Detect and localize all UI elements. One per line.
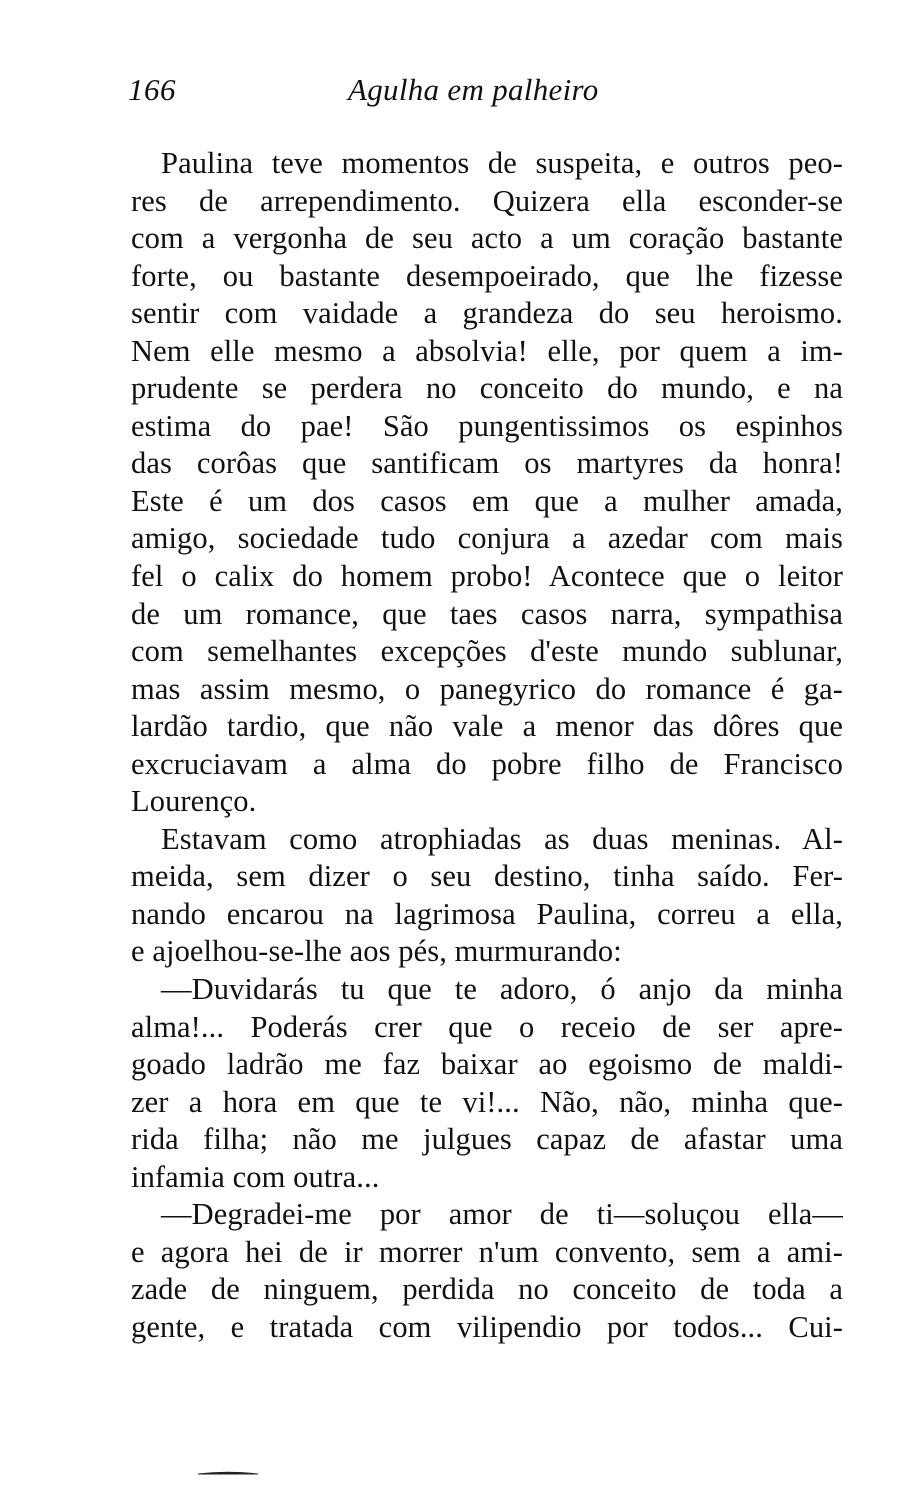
text-line: infamia com outra... [131, 1159, 380, 1194]
text-line: prudente se perdera no conceito do mundo, e na [131, 371, 843, 406]
text-line: amigo, sociedade tudo conjura a azedar com mais [131, 521, 843, 556]
text-line: res de arrependimento. Quizera ella esconder-se [131, 183, 843, 218]
printer-ornament [198, 1470, 258, 1475]
running-title: Agulha em palheiro [348, 72, 599, 107]
text-line: Lourenço. [131, 784, 257, 819]
text-line: goado ladrão me faz baixar ao egoismo de maldi- [131, 1047, 843, 1082]
text-line: zade de ninguem, perdida no conceito de toda a [131, 1272, 843, 1307]
text-line: estima do pae! São pungentissimos os espinhos [131, 408, 843, 443]
text-line: lardão tardio, que não vale a menor das dôres que [131, 709, 843, 744]
text-line: Estavam como atrophiadas as duas meninas. Al- [161, 821, 843, 856]
text-line: Nem elle mesmo a absolvia! elle, por quem a im- [131, 333, 843, 368]
text-line: forte, ou bastante desempoeirado, que lhe fizesse [131, 258, 843, 293]
text-line: Este é um dos casos em que a mulher amada, [131, 483, 843, 518]
page-number: 166 [128, 72, 176, 107]
text-line: das corôas que santificam os martyres da honra! [131, 446, 843, 481]
text-line: de um romance, que taes casos narra, sympathisa [131, 596, 843, 631]
text-line: sentir com vaidade a grandeza do seu heroismo. [131, 296, 843, 331]
text-line: nando encarou na lagrimosa Paulina, correu a ella, [131, 896, 843, 931]
text-line: mas assim mesmo, o panegyrico do romance é ga- [131, 671, 843, 706]
text-line: e agora hei de ir morrer n'um convento, sem a ami- [131, 1234, 843, 1269]
text-line: com semelhantes excepções d'este mundo sublunar, [131, 634, 843, 669]
text-line: meida, sem dizer o seu destino, tinha saído. Fer- [131, 859, 843, 894]
text-line: —Degradei-me por amor de ti—soluçou ella— [161, 1197, 843, 1232]
text-line: zer a hora em que te vi!... Não, não, minha que- [131, 1084, 843, 1119]
text-line: alma!... Poderás crer que o receio de ser apre- [131, 1009, 843, 1044]
running-header [128, 72, 844, 120]
text-line: Paulina teve momentos de suspeita, e outros peo- [161, 146, 843, 180]
text-line: —Duvidarás tu que te adoro, ó anjo da minha [161, 972, 843, 1007]
text-line: gente, e tratada com vilipendio por todos... Cui- [131, 1309, 843, 1344]
text-line: fel o calix do homem probo! Acontece que o leitor [131, 559, 843, 594]
text-line: excruciavam a alma do pobre filho de Francisco [131, 746, 843, 781]
body-text [131, 145, 843, 1347]
text-line: rida filha; não me julgues capaz de afastar uma [131, 1122, 843, 1157]
text-line: com a vergonha de seu acto a um coração bastante [131, 221, 843, 256]
text-line: e ajoelhou-se-lhe aos pés, murmurando: [131, 934, 622, 969]
